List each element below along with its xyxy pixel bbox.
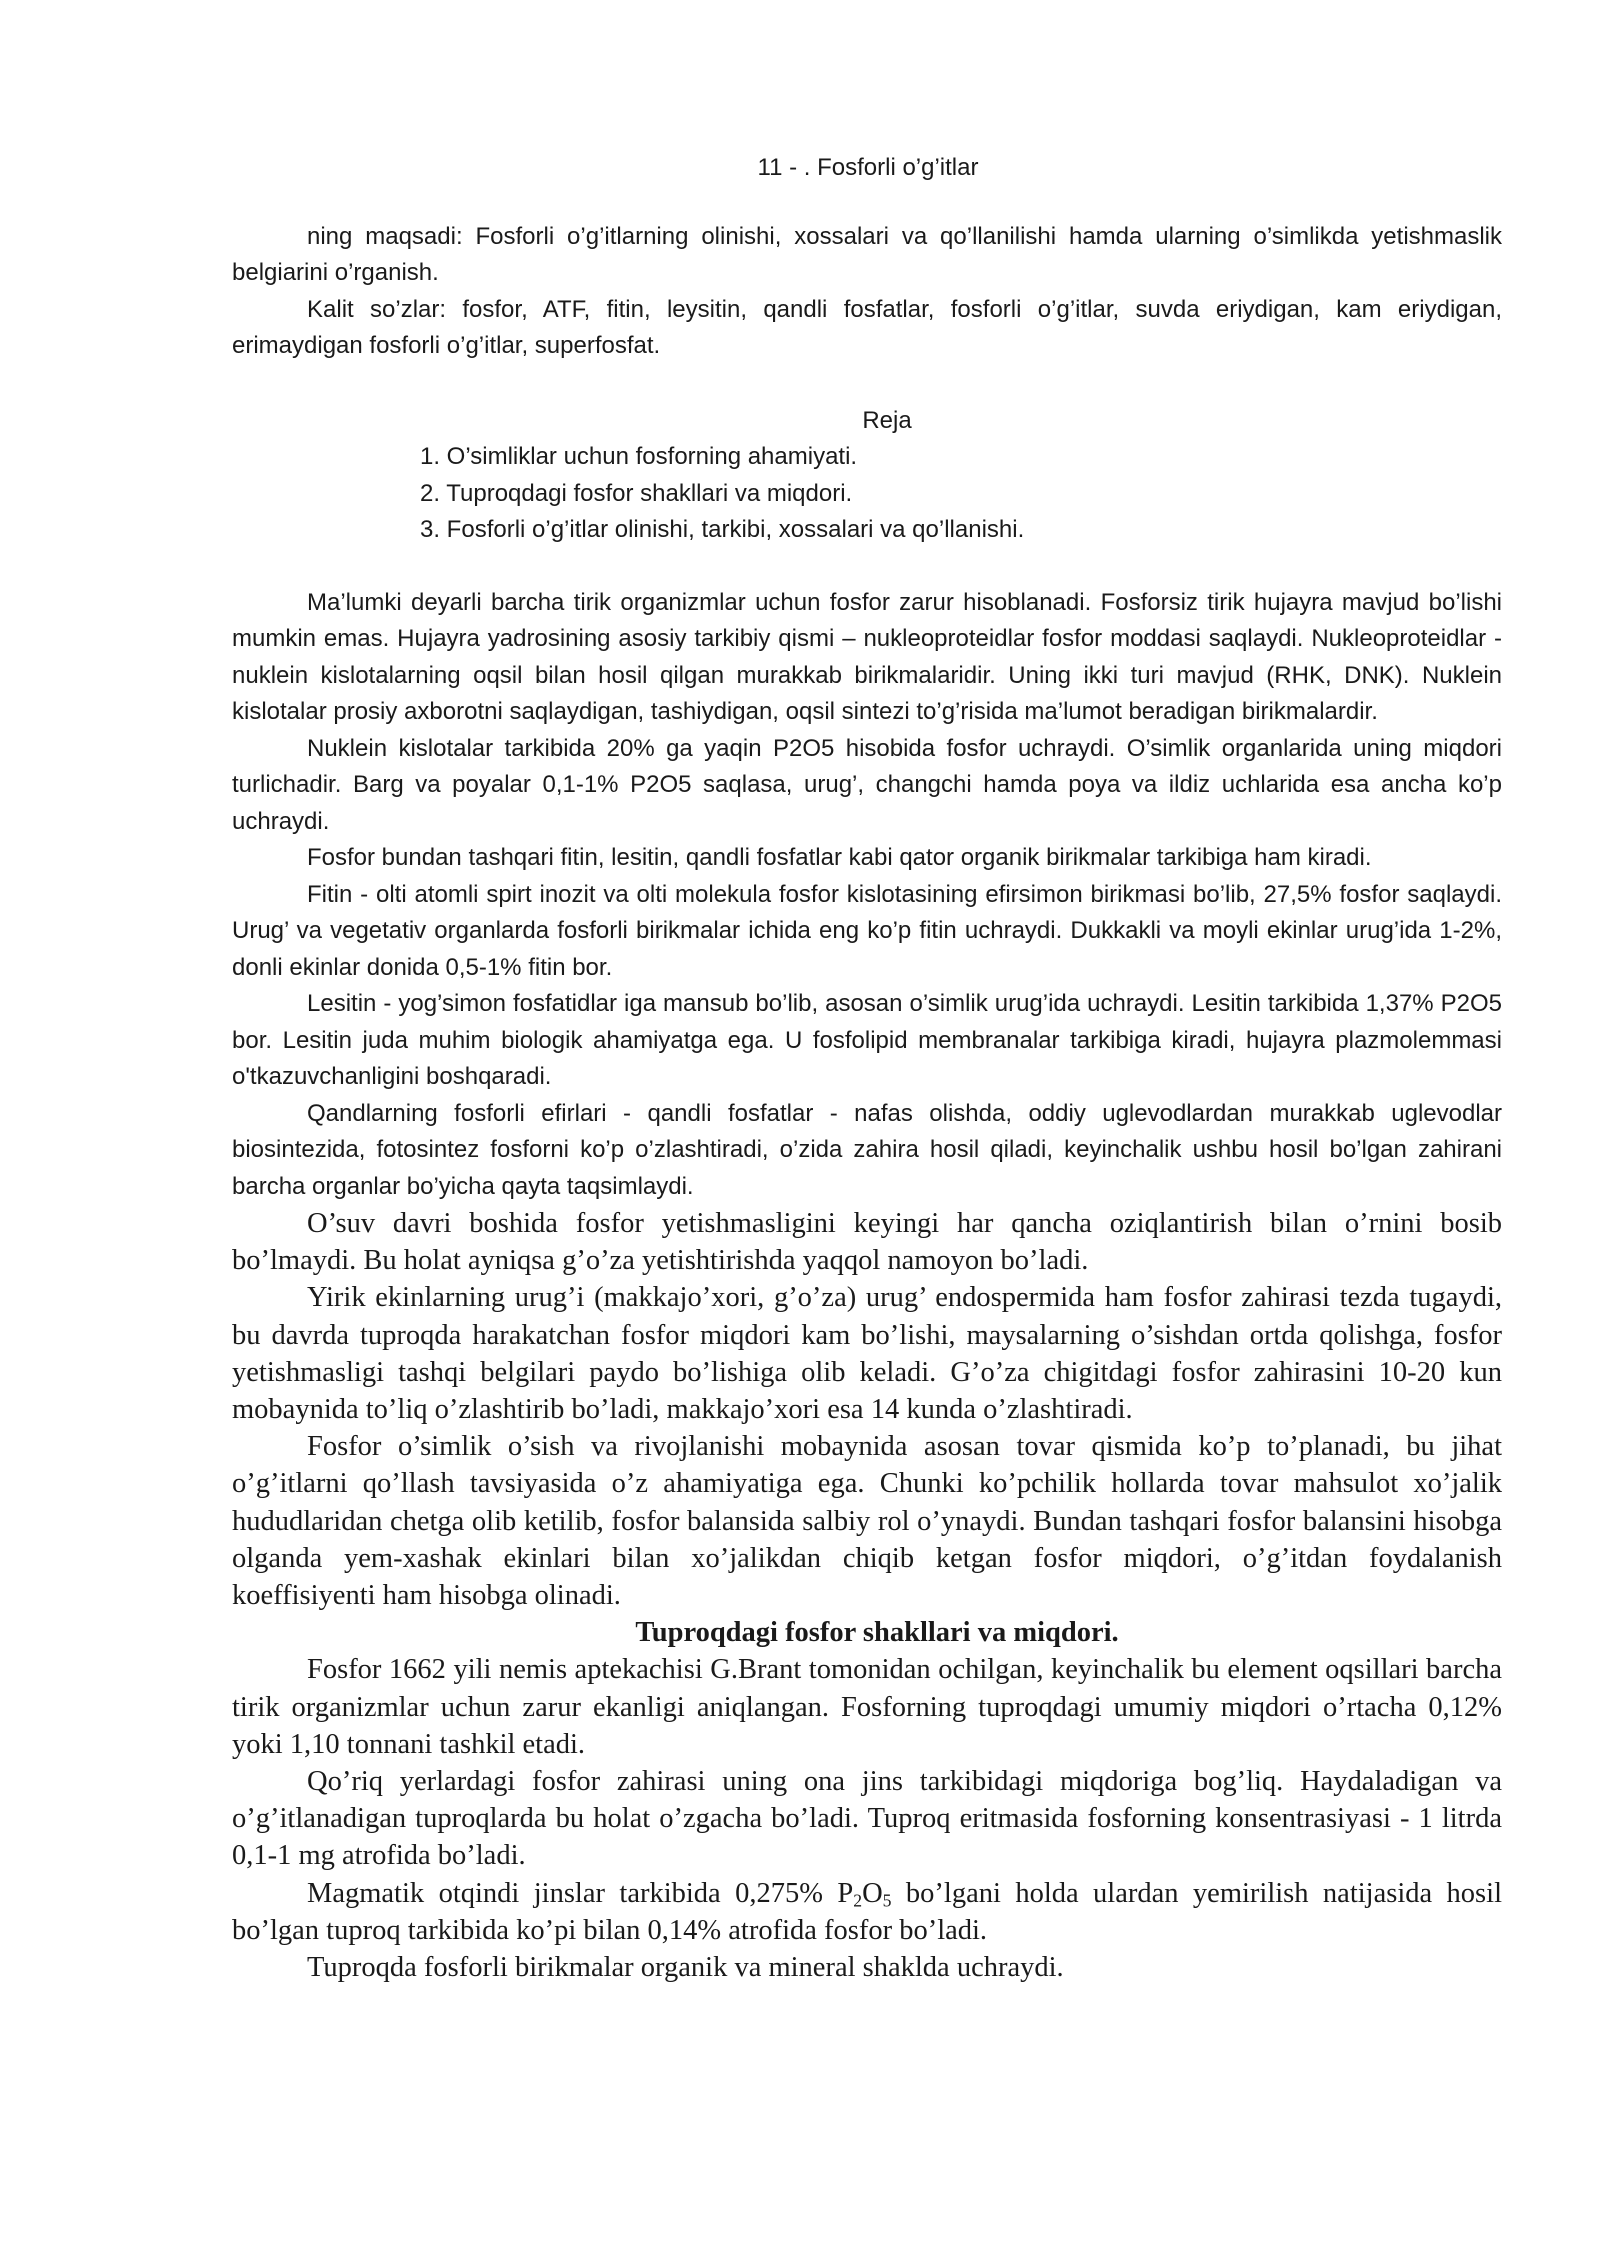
document-page: [232, 150, 1502, 1986]
intro-section: [232, 219, 1502, 365]
paragraph: Tuproqda fosforli birikmalar organik va mineral shaklda uchraydi.: [307, 1952, 1064, 1984]
paragraph: Fosfor o’simlik o’sish va rivojlanishi mobaynida asosan tovar qismida ko’p to’planadi, bu jihat o’g’itlarni qo’llash tavsiyasida o’z ahamiyatiga ega. Chunki ko’pchilik hollarda tovar mahsulot xo’jalik hududlaridan chetga olib ketilib, fosfor balansida salbiy rol o’ynaydi. Bundan tashqari fosfor balansini hisobga olganda yem-xashak ekinlari bilan xo’jalikdan chiqib ketgan fosfor miqdori, o’g’itdan foydalanish koeffisiyenti ham hisobga olinadi.: [232, 1431, 1502, 1612]
text-run: bo’lgani holda ulardan yemirilish natijasida hosil bo’lgan tuproq tarkibida ko’pi bilan 0,14% atrofida fosfor bo’ladi.: [232, 1877, 1502, 1946]
paragraph: Lesitin - yog’simon fosfatidlar iga mansub bo’lib, asosan o’simlik urug’ida uchraydi. Lesitin tarkibida 1,37% P2O5 bor. Lesitin juda muhim biologik ahamiyatga ega. U fosfolipid membranalar tarkibiga kiradi, hujayra plazmolemmasi o'tkazuvchanligini boshqaradi.: [232, 990, 1502, 1090]
intro-keywords: Kalit so’zlar: fosfor, ATF, fitin, leysitin, qandli fosfatlar, fosforli o’g’itlar, suvda eriydigan, kam eriydigan, erimaydigan fosforli o’g’itlar, superfosfat.: [232, 295, 1502, 359]
body-sans-section: [232, 585, 1502, 1206]
plan-title: Reja: [862, 406, 912, 434]
section-heading: Tuproqdagi fosfor shakllari va miqdori.: [635, 1617, 1119, 1649]
text-run: O: [862, 1877, 883, 1909]
plan-item: 1. O’simliklar uchun fosforning ahamiyati.: [420, 443, 858, 470]
paragraph: Fitin - olti atomli spirt inozit va olti molekula fosfor kislotasining efirsimon birikmasi bo’lib, 27,5% fosfor saqlaydi. Urug’ va vegetativ organlarda fosforli birikmalar ichida eng ko’p fitin uchraydi. Dukkakli va moyli ekinlar urug’ida 1-2%, donli ekinlar donida 0,5-1% fitin bor.: [232, 880, 1502, 981]
paragraph: Fosfor 1662 yili nemis aptekachisi G.Brant tomonidan ochilgan, keyinchalik bu element oqsillari barcha tirik organizmlar uchun zarur ekanligi aniqlangan. Fosforning tuproqdagi umumiy miqdori o’rtacha 0,12% yoki 1,10 tonnani tashkil etadi.: [232, 1654, 1502, 1760]
text-run: Magmatik otqindi jinslar tarkibida 0,275% P: [307, 1877, 854, 1909]
paragraph: Ma’lumki deyarli barcha tirik organizmlar uchun fosfor zarur hisoblanadi. Fosforsiz tirik hujayra mavjud bo’lishi mumkin emas. Hujayra yadrosining asosiy tarkibiy qismi – nukleoproteidlar fosfor moddasi saqlaydi. Nukleoproteidlar - nuklein kislotalarning oqsil bilan hosil qilgan murakkab birikmalaridir. Uning ikki turi mavjud (RHK, DNK). Nuklein kislotalar prosiy axborotni saqlaydigan, tashiydigan, oqsil sintezi to’g’risida ma’lumot beradigan birikmalardir.: [232, 588, 1502, 725]
subscript: 2: [853, 1890, 863, 1911]
intro-goal: ning maqsadi: Fosforli o’g’itlarning olinishi, xossalari va qo’llanilishi hamda ularning o’simlikda yetishmaslik belgiarini o’rganish.: [232, 222, 1502, 286]
spacer: [232, 549, 1502, 585]
page-title: 11 - . Fosforli o’g’itlar: [757, 154, 979, 181]
paragraph: Nuklein kislotalar tarkibida 20% ga yaqin P2O5 hisobida fosfor uchraydi. O’simlik organlarida uning miqdori turlichadir. Barg va poyalar 0,1-1% P2O5 saqlasa, urug’, changchi hamda poya va ildiz uchlarida esa ancha ko’p uchraydi.: [232, 734, 1502, 835]
paragraph: Fosfor bundan tashqari fitin, lesitin, qandli fosfatlar kabi qator organik birikmalar tarkibiga ham kiradi.: [307, 844, 1372, 871]
body-serif-section: [232, 1205, 1502, 1986]
paragraph: Qo’riq yerlardagi fosfor zahirasi uning ona jins tarkibidagi miqdoriga bog’liq. Haydaladigan va o’g’itlanadigan tuproqlarda bu holat o’zgacha bo’ladi. Tuproq eritmasida fosforning konsentrasiyasi - 1 litrda 0,1-1 mg atrofida bo’ladi.: [232, 1766, 1502, 1872]
plan-item: 3. Fosforli o’g’itlar olinishi, tarkibi, xossalari va qo’llanishi.: [420, 516, 1025, 543]
subscript: 5: [882, 1890, 892, 1911]
plan-item: 2. Tuproqdagi fosfor shakllari va miqdori.: [420, 479, 853, 507]
paragraph: Qandlarning fosforli efirlari - qandli fosfatlar - nafas olishda, oddiy uglevodlardan murakkab uglevodlar biosintezida, fotosintez fosforni ko’p o’zlashtiradi, o’zida zahira hosil qiladi, keyinchalik ushbu hosil bo’lgan zahirani barcha organlar bo’yicha qayta taqsimlaydi.: [232, 1099, 1502, 1200]
paragraph: O’suv davri boshida fosfor yetishmasligini keyingi har qancha oziqlantirish bilan o’rnini bosib bo’lmaydi. Bu holat ayniqsa g’o’za yetishtirishda yaqqol namoyon bo’ladi.: [232, 1208, 1502, 1277]
plan-list: [420, 439, 1502, 549]
plan-section: [232, 403, 1502, 549]
paragraph-magmatic: [232, 1875, 1502, 1949]
paragraph: Yirik ekinlarning urug’i (makkajo’xori, g’o’za) urug’ endospermida ham fosfor zahirasi tezda tugaydi, bu davrda tuproqda harakatchan fosfor miqdori kam bo’lishi, maysalarning o’sishdan ortda qolishga, fosfor yetishmasligi tashqi belgilari paydo bo’lishiga olib keladi. G’o’za chigitdagi fosfor zahirasini 10-20 kun mobaynida to’liq o’zlashtirib bo’ladi, makkajo’xori esa 14 kunda o’zlashtiradi.: [232, 1282, 1502, 1426]
